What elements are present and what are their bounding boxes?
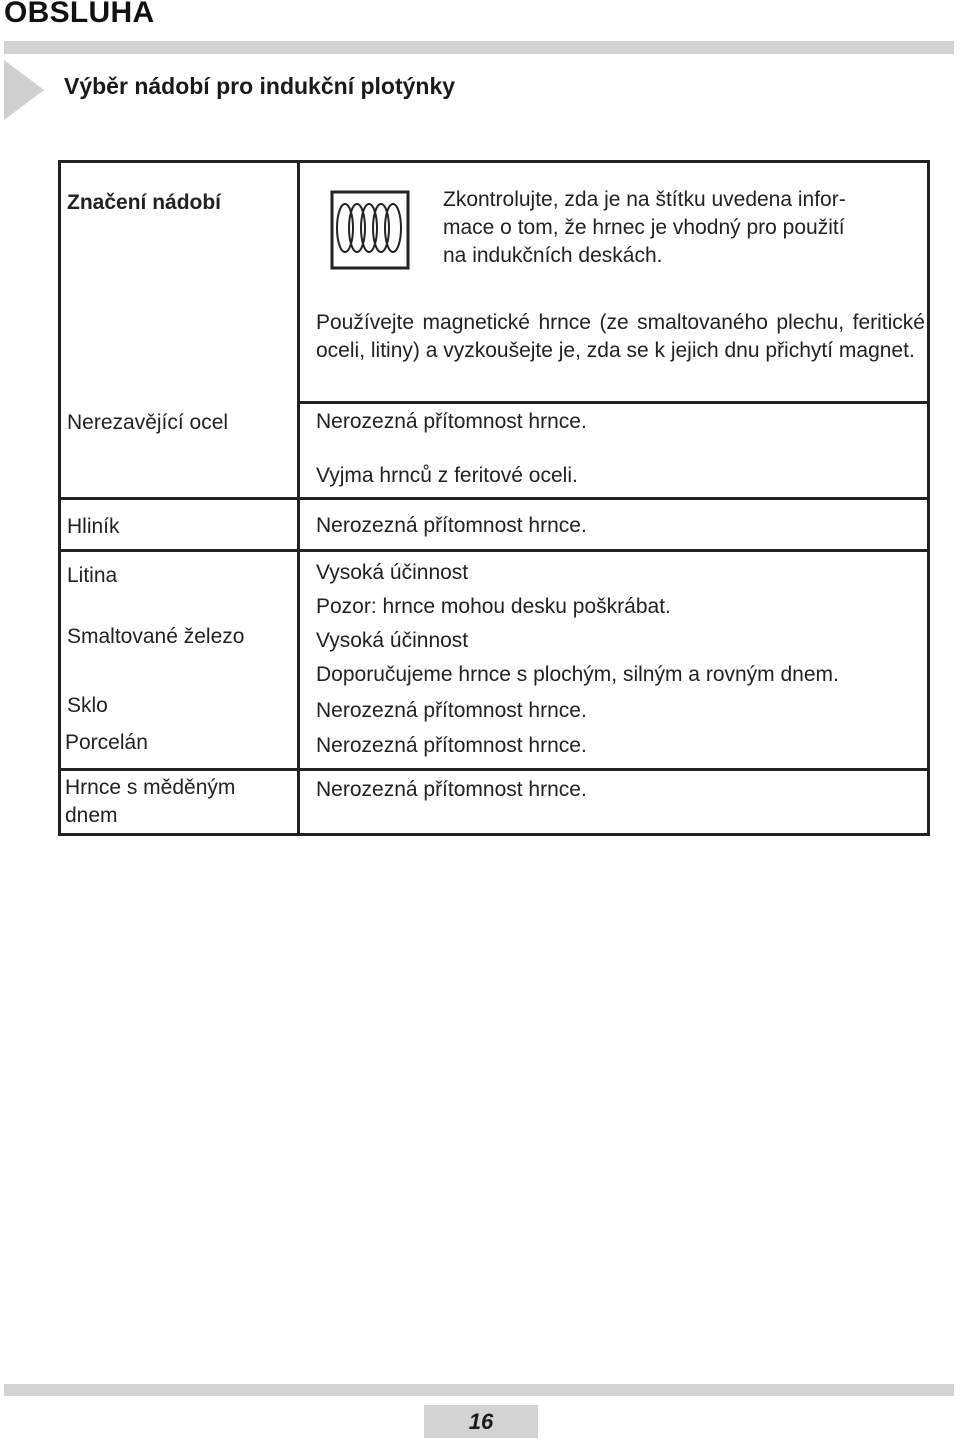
triangle-bullet-icon (4, 60, 44, 120)
symbol-text-line: na indukčních deskách. (443, 244, 663, 267)
magnet-instructions: Používejte magnetické hrnce (ze smaltovaného plechu, feritické oceli, litiny) a vyzkoušejte je, zda se k jejich dnu přichytí magnet. (316, 311, 925, 362)
label-header: Značení nádobí (67, 191, 222, 214)
material-note: Pozor: hrnce mohou desku poškrábat. (316, 595, 671, 618)
section-title: OBSLUHA (4, 0, 155, 29)
material-note: Doporučujeme hrnce s plochým, silným a rovným dnem. (316, 663, 839, 686)
symbol-text-line: mace o tom, že hrnec je vhodný pro použití (443, 216, 845, 239)
row-divider (58, 768, 930, 771)
material-note: Nerozezná přítomnost hrnce. (316, 514, 587, 537)
row-divider (58, 497, 930, 500)
material-note: Vysoká účinnost (316, 629, 469, 652)
material-label: Hrnce s měděným dnem (65, 776, 236, 827)
bottom-rule (4, 1384, 954, 1396)
material-note: Vysoká účinnost (316, 561, 469, 584)
row-divider (58, 549, 930, 552)
material-note: Nerozezná přítomnost hrnce. (316, 699, 587, 722)
induction-coil-icon (330, 190, 410, 270)
material-label: Litina (67, 564, 118, 587)
row-divider (297, 401, 930, 404)
material-note: Nerozezná přítomnost hrnce. (316, 410, 587, 433)
material-label: Sklo (67, 694, 108, 717)
material-note: Nerozezná přítomnost hrnce. (316, 734, 587, 757)
page-subtitle: Výběr nádobí pro indukční plotýnky (64, 73, 456, 99)
material-label: Porcelán (65, 731, 148, 754)
material-label: Smaltované železo (67, 625, 245, 648)
material-note: Vyjma hrnců z feritové oceli. (316, 464, 578, 487)
page-number: 16 (424, 1405, 538, 1438)
symbol-text-line: Zkontrolujte, zda je na štítku uvedena infor- (443, 188, 846, 211)
top-rule (4, 41, 954, 54)
material-label: Nerezavějící ocel (67, 411, 229, 434)
material-label: Hliník (67, 515, 120, 538)
material-note: Nerozezná přítomnost hrnce. (316, 778, 587, 801)
